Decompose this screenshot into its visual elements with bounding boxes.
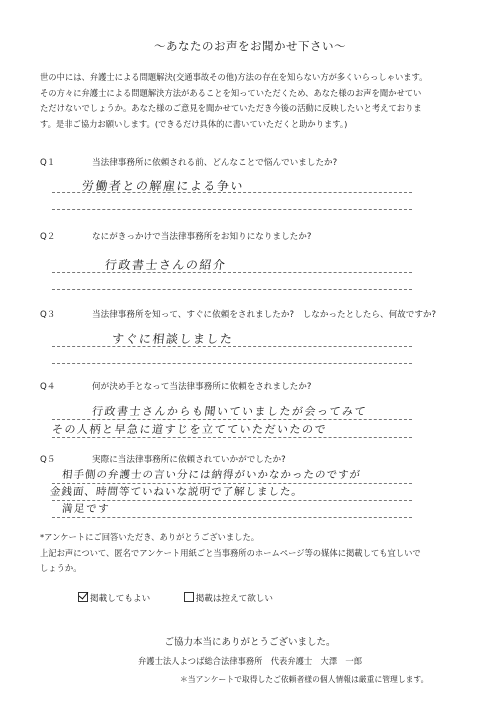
answer-line bbox=[52, 419, 412, 420]
question-text: 実際に当法律事務所に依頼されていかがでしたか? bbox=[92, 455, 286, 465]
handwritten-answer: 行政書士さんの紹介 bbox=[104, 258, 228, 272]
question-number: Q１ bbox=[40, 158, 56, 168]
handwritten-answer: 相手側の弁護士の言い分には納得がいかなかったのですが bbox=[61, 469, 362, 481]
question-number: Q３ bbox=[40, 310, 56, 320]
page-title: ～あなたのお声をお聞かせ下さい～ bbox=[154, 39, 346, 53]
checkbox-checked-icon[interactable] bbox=[78, 592, 88, 602]
consent-options bbox=[78, 592, 273, 604]
checkbox-icon[interactable] bbox=[184, 592, 194, 602]
firm-signature: 弁護士法人よつば総合法律事務所 代表弁護士 大澤 一郎 bbox=[137, 656, 363, 666]
handwritten-answer: 金銭面、時間等ていねいな説明で了解しました。 bbox=[49, 486, 304, 498]
question-text: なにがきっかけで当法律事務所をお知りになりましたか? bbox=[92, 232, 312, 242]
intro-line: す。是非ご協力お願いします。(できるだけ具体的に書いていただくと助かります。) bbox=[40, 118, 348, 129]
question-number: Q２ bbox=[40, 232, 56, 242]
consent-ok-label: 掲載してもよい bbox=[90, 594, 151, 604]
intro-line: ただけないでしょうか。あなた様のご意見を聞かせていただき今後の活動に反映したいと考えておりま bbox=[40, 103, 422, 113]
question-text: 何が決め手となって当法律事務所に依頼をされましたか? bbox=[92, 382, 312, 392]
thanks-message: ご協力本当にありがとうございました。 bbox=[164, 637, 336, 648]
answer-line bbox=[52, 437, 412, 438]
intro-paragraph bbox=[40, 70, 480, 132]
answer-line bbox=[52, 517, 412, 518]
handwritten-answer: 満足です bbox=[61, 503, 111, 515]
handwritten-answer: すぐに相談しました bbox=[111, 332, 235, 346]
note-line: しょうか。 bbox=[40, 563, 82, 573]
closing-note bbox=[40, 530, 480, 577]
privacy-footnote: ＊当アンケートで取得したご依頼者様の個人情報は厳重に管理します。 bbox=[180, 675, 429, 684]
intro-line: その方々に弁護士による問題解決方法があることを知っていただくため、あなた様のお声を聞かせてい bbox=[40, 87, 422, 98]
handwritten-answer: 労働者との解雇による争い bbox=[81, 179, 245, 193]
answer-line bbox=[52, 289, 412, 290]
question-number: Q５ bbox=[40, 455, 56, 465]
question-text: 当法律事務所を知って、すぐに依頼をされましたか? しなかったとしたら、何故ですか? bbox=[92, 310, 437, 320]
consent-ng-option[interactable] bbox=[184, 594, 273, 604]
question-text: 当法律事務所に依頼される前、どんなことで悩んでいましたか? bbox=[92, 158, 338, 168]
intro-line: 世の中には、弁護士による問題解決(交通事故その他)方法の存在を知らない方が多くいらっしゃいます。 bbox=[40, 72, 428, 82]
answer-line bbox=[52, 363, 412, 364]
consent-ok-option[interactable] bbox=[78, 594, 150, 604]
handwritten-answer: その人柄と早急に道すじを立てていただいたので bbox=[51, 423, 328, 436]
consent-ng-label: 掲載は控えて欲しい bbox=[195, 594, 273, 604]
question-number: Q４ bbox=[40, 382, 56, 392]
note-line: *アンケートにご回答いただき、ありがとうございました。 bbox=[40, 532, 260, 542]
handwritten-answer: 行政書士さんからも聞いていましたが会ってみて bbox=[91, 405, 368, 418]
answer-line bbox=[52, 209, 412, 210]
note-line: 上記お声について、匿名でアンケート用紙ごと当事務所のホームページ等の媒体に掲載しても宜しいで bbox=[40, 547, 421, 558]
